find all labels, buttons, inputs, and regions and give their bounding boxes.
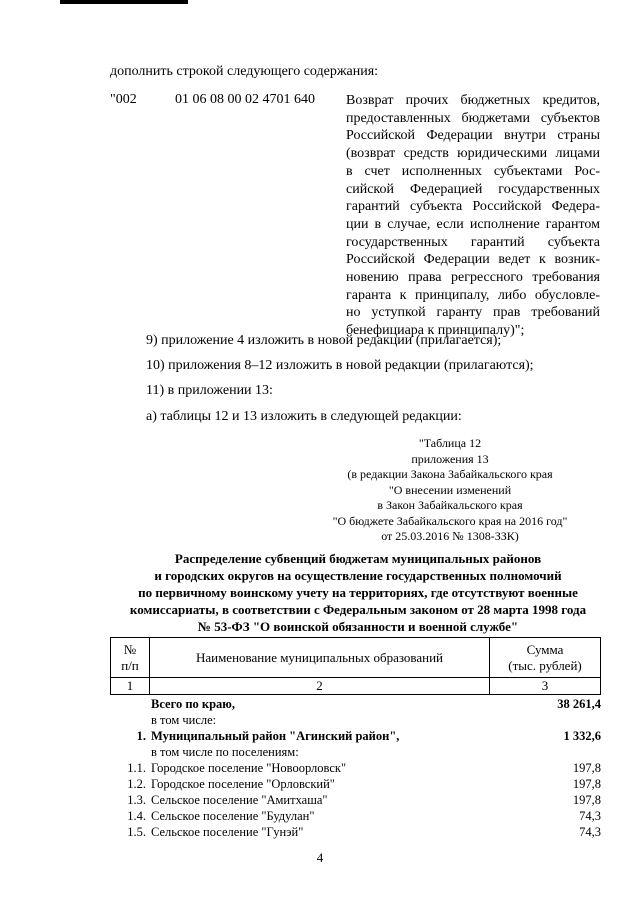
- row-name: в том числе по поселениям:: [151, 745, 299, 759]
- table-row: [108, 728, 601, 744]
- description-line: новению права регрессного требования: [346, 270, 600, 286]
- row-name: Сельское поселение "Будулан": [151, 809, 315, 823]
- description-line: государственных гарантий субъекта: [346, 234, 600, 250]
- header-line: "О внесении изменений: [388, 482, 512, 497]
- table-title: [108, 550, 608, 635]
- table-header: [110, 637, 601, 695]
- table-row: [108, 760, 601, 776]
- header-line: "Таблица 12: [418, 436, 482, 450]
- col-sum-header: Сумма (тыс. рублей): [490, 638, 601, 678]
- description-line: но уступкой гаранту прав требований: [346, 305, 600, 321]
- col-number: 3: [490, 678, 601, 695]
- item-10: 10) приложения 8–12 изложить в новой редакции (прилагаются);: [146, 358, 534, 373]
- code-description: [346, 92, 600, 340]
- table-row: [108, 808, 601, 824]
- row-number: 1.4.: [127, 809, 146, 823]
- description-line: гарантий субъекта Российской Федера-: [346, 199, 600, 215]
- row-number: 1.1.: [127, 761, 146, 775]
- row-number: 1.: [136, 729, 146, 743]
- item-a: а) таблицы 12 и 13 изложить в следующей редакции:: [146, 409, 462, 424]
- header-line: приложения 13: [411, 451, 489, 466]
- description-line: сийской Федерацией государственных: [346, 181, 600, 197]
- row-name: Городское поселение "Новоорловск": [151, 761, 347, 775]
- row-value: 197,8: [572, 793, 601, 807]
- header-line: от 25.03.2016 № 1308-ЗЗК): [381, 529, 519, 543]
- table-row: [108, 824, 601, 840]
- table-row: [108, 776, 601, 792]
- row-name: Городское поселение "Орловский": [151, 777, 335, 791]
- title-line: по первичному воинскому учету на территориях, где отсутствуют военные: [138, 585, 578, 600]
- table-row: [108, 744, 601, 760]
- row-name: Сельское поселение "Амитхаша": [151, 793, 328, 807]
- table-body: [108, 696, 601, 840]
- table-row: [108, 712, 601, 728]
- title-line: комиссариаты, в соответствии с Федеральным законом от 28 марта 1998 года: [129, 602, 587, 617]
- description-line: предоставленных бюджетами субъектов: [346, 110, 600, 126]
- description-line: в счет исполненных субъектами Рос-: [346, 163, 600, 179]
- description-line: Российской Федерации ведет к возник-: [346, 252, 600, 268]
- row-value: 74,3: [579, 809, 601, 823]
- page-number: 4: [316, 850, 324, 865]
- header-line: "О бюджете Забайкальского края на 2016 год": [332, 513, 568, 528]
- col-num-header: № п/п: [111, 638, 150, 678]
- description-line: Российской Федерации внутри страны: [346, 128, 600, 144]
- description-line: ции в случае, если исполнение гарантом: [346, 216, 600, 232]
- title-line: и городских округов на осуществление государственных полномочий: [154, 568, 562, 583]
- table-reference-header: [300, 436, 600, 545]
- row-number: 1.5.: [127, 825, 146, 839]
- title-line: Распределение субвенций бюджетам муниципальных районов: [174, 551, 542, 566]
- description-line: гаранта к принципалу, либо обусловле-: [346, 287, 600, 303]
- intro-text: дополнить строкой следующего содержания:: [110, 64, 379, 79]
- kbk-code: 01 06 08 00 02 4701 640: [175, 92, 315, 107]
- col-name-header: Наименование муниципальных образований: [150, 638, 490, 678]
- header-line: (в редакции Закона Забайкальского края: [347, 467, 553, 481]
- col-number: 2: [150, 678, 490, 695]
- header-line: в Закон Забайкальского края: [377, 498, 523, 512]
- row-value: 197,8: [572, 777, 601, 791]
- row-name: Муниципальный район "Агинский район",: [151, 729, 400, 743]
- code-prefix: "002: [110, 92, 137, 107]
- table-row: [108, 696, 601, 712]
- description-line: Возврат прочих бюджетных кредитов,: [346, 93, 600, 108]
- table-row: [108, 792, 601, 808]
- row-value: 1 332,6: [563, 729, 601, 743]
- item-9: 9) приложение 4 изложить в новой редакции (прилагается);: [146, 333, 502, 348]
- row-value: 38 261,4: [557, 697, 601, 711]
- title-line: № 53-ФЗ "О воинской обязанности и военной службе": [197, 619, 519, 634]
- item-11: 11) в приложении 13:: [146, 383, 273, 398]
- row-name: Сельское поселение "Гунэй": [151, 825, 304, 839]
- row-number: 1.2.: [127, 777, 146, 791]
- col-number: 1: [111, 678, 150, 695]
- top-rule: [60, 0, 188, 4]
- row-name: в том числе:: [151, 713, 217, 727]
- row-number: 1.3.: [127, 793, 146, 807]
- description-line: бенефициара к принципалу)";: [346, 323, 525, 339]
- row-value: 74,3: [579, 825, 601, 839]
- row-value: 197,8: [572, 761, 601, 775]
- row-name: Всего по краю,: [151, 697, 235, 711]
- description-line: (возврат средств юридическими лицами: [346, 146, 600, 162]
